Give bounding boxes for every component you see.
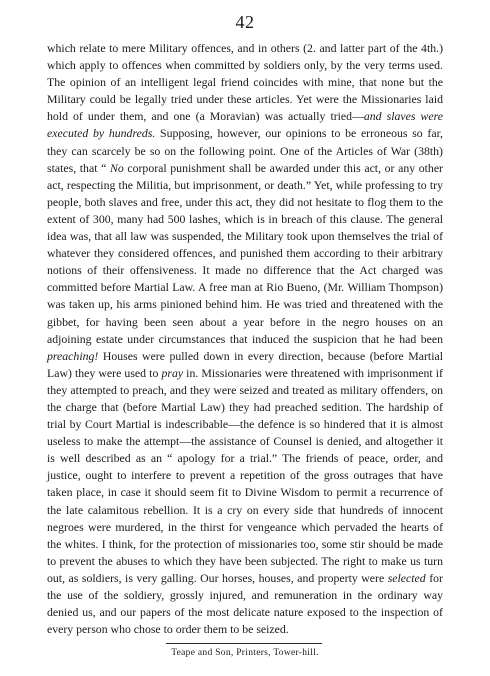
body-text	[47, 40, 443, 638]
text-run-1: which relate to mere Military offences, and in others (2. and latter part of the 4th.) which apply to offences when committed by soldiers only, by the very terms used. The opinion of an intelligent legal friend coincides with mine, that none but the Military could be legally tried under these articles. Yet were the Missionaries laid hold of under them, and one (a Moravian) was actually tried—	[47, 41, 443, 124]
printer-imprint: Teape and Son, Printers, Tower-hill.	[171, 648, 319, 658]
text-run-6: for the use of the soldiery, grossly injured, and remuneration in the ordinary way denied us, and our papers of the most delicate nature exposed to the inspection of every person who chose to order them to be seized.	[47, 570, 443, 637]
text-run-5: in. Missionaries were threatened with imprisonment if they attempted to preach, and they were seized and treated as military offenders, on the charge that (before Martial Law) they had preached sedition. The hardship of trial by Court Martial is indescribable—the defence is so hindered that it is almost useless to make the attempt—the assistance of Counsel is denied, and altogether it is well described as an “ apology for a trial.” The friends of peace, order, and justice, ought to interfere to prevent a repetition of the gross outrages that have taken place, in case it should seem fit to Divine Wisdom to permit a recurrence of the late calamitous rebellion. It is a cry on every side that hundreds of innocent negroes were murdered, in the thirst for vengeance which pervaded the hearts of the whites. I think, for the protection of missionaries too, some stir should be made to prevent the abuses to which they have been subjected. The right to make us turn out, as soldiers, is very galling. Our horses, houses, and property were	[47, 365, 443, 585]
italic-run-3: preaching!	[47, 348, 99, 363]
italic-run-5: selected	[387, 570, 426, 585]
text-run-3: corporal punishment shall be awarded under this act, or any other act, respecting the Militia, but imprisonment, or death.” Yet, while professing to try people, both slaves and free, under this act, they did not hesitate to flog them to the extent of 300, many had 500 lashes, which is in breach of this clause. The general idea was, that all law was suspended, the Military took upon themselves the trial of whatever they considered offences, and punished them according to their arbitrary notions of their offensiveness. It made no difference that the Act charged was committed before Martial Law. A free man at Rio Bueno, (Mr. William Thompson) was taken up, his arms pinioned behind him. He was tried and threatened with the gibbet, for having been seen about a year before in the negro houses on an adjoining estate under circumstances that induced the suspicion that he had been	[47, 160, 443, 346]
body-paragraph	[47, 40, 443, 638]
footer-rule	[166, 643, 322, 644]
italic-run-4: pray	[161, 365, 184, 380]
italic-run-1: and slaves were executed by hundreds.	[47, 109, 444, 141]
text-run-2: Supposing, however, our opinions to be erroneous so far, they can scarcely be so on the following point. One of the Articles of War (38th) states, that “	[47, 126, 443, 175]
text-run-4: Houses were pulled down in every direction, because (before Martial Law) they were used to	[47, 348, 443, 380]
italic-run-2: No	[109, 160, 124, 175]
page-number: 42	[235, 12, 255, 32]
